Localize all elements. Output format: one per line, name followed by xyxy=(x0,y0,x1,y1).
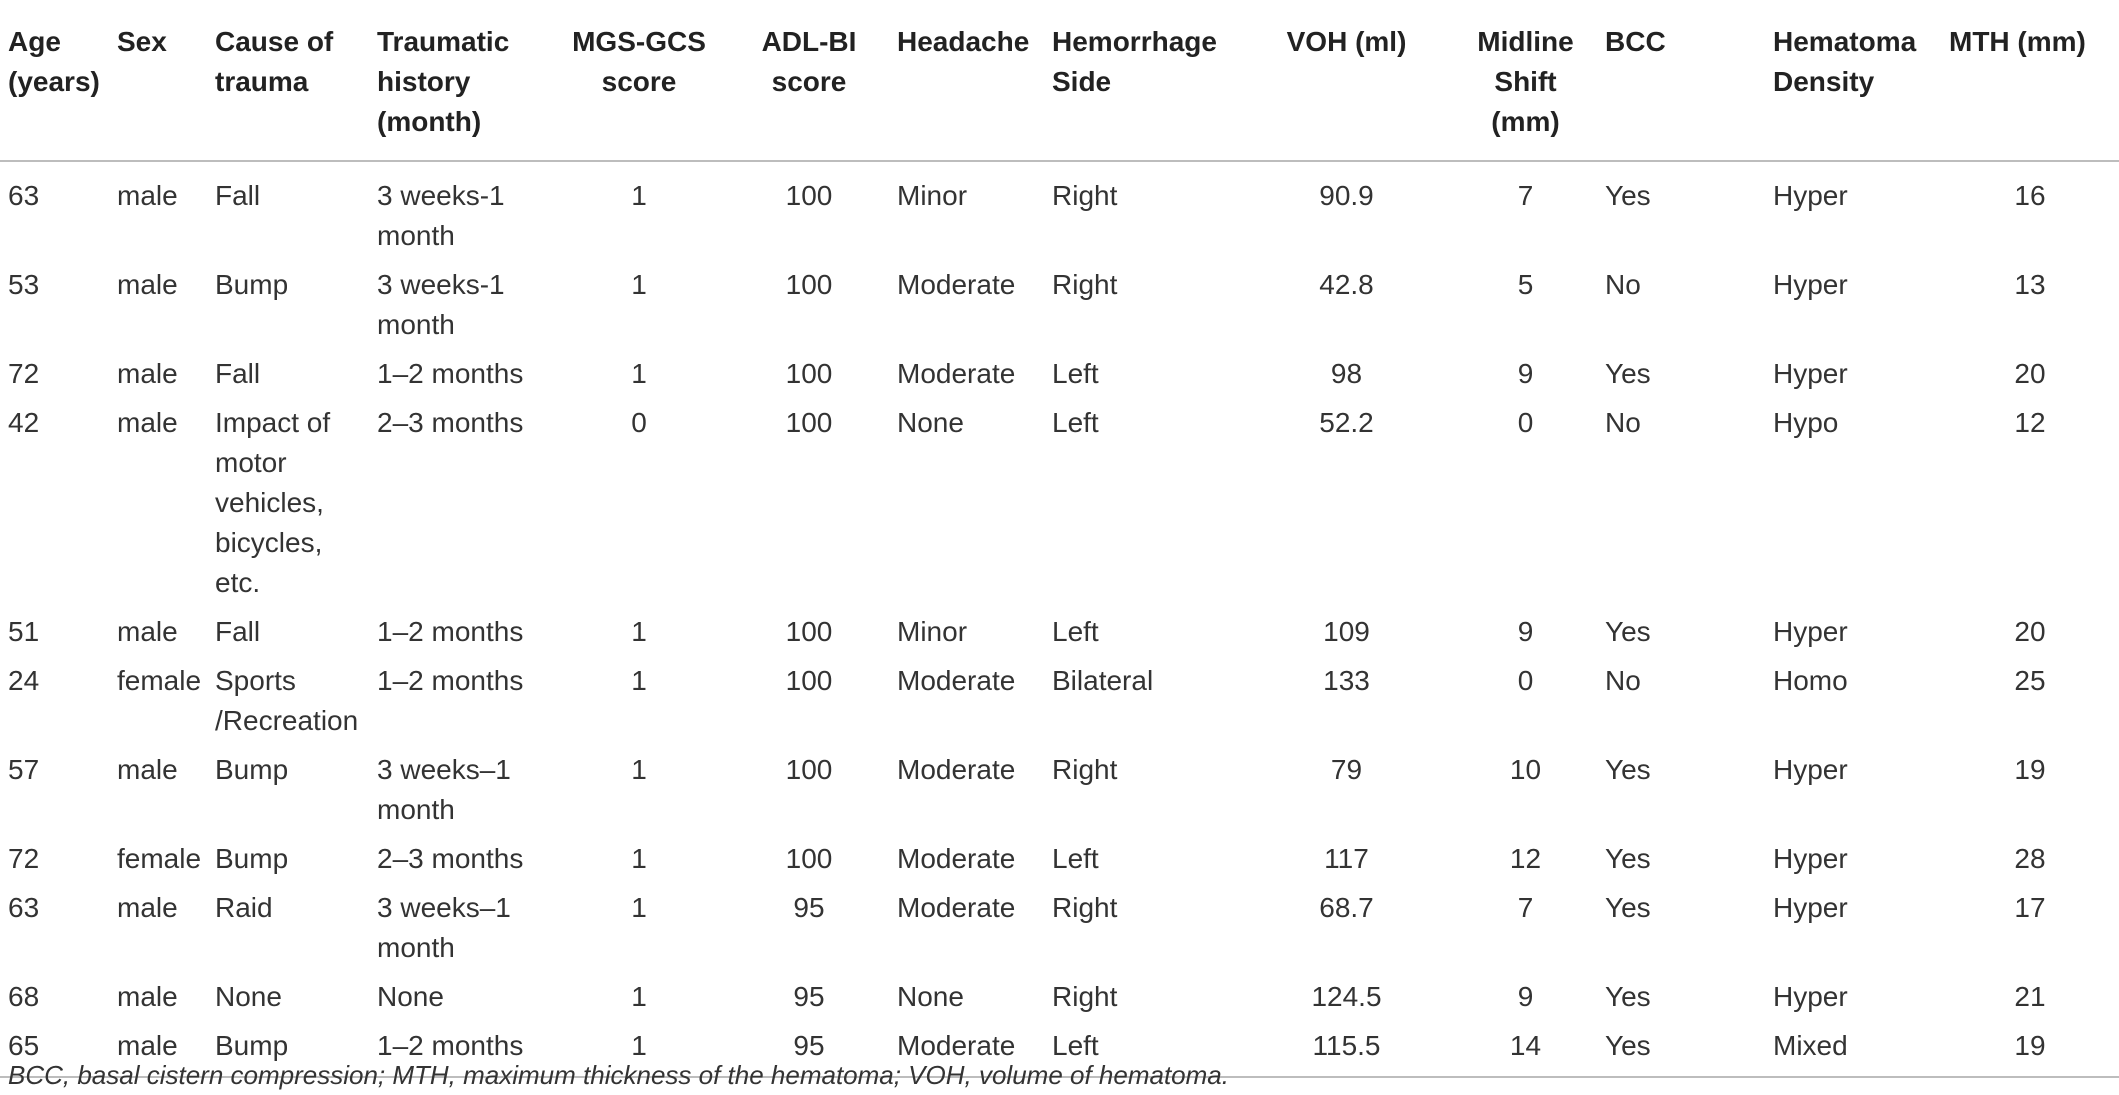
cell-bcc: Yes xyxy=(1605,843,1651,874)
cell-cause: Fall xyxy=(215,616,261,647)
cell-bcc: Yes xyxy=(1605,180,1651,211)
cell-sex: male xyxy=(117,981,178,1012)
cell-age: 57 xyxy=(8,754,40,785)
cell-mgs-gcs: 1 xyxy=(631,180,647,211)
cell-voh: 109 xyxy=(1323,616,1370,647)
cell-headache: Moderate xyxy=(897,1030,1016,1061)
cell-age: 53 xyxy=(8,269,40,300)
table-row xyxy=(0,401,2119,610)
cell-mth: 25 xyxy=(2014,665,2046,696)
cell-mth: 19 xyxy=(2014,1030,2046,1061)
header-adl-bi: ADL-BI score xyxy=(761,26,857,97)
cell-midline-shift: 9 xyxy=(1517,981,1534,1012)
cell-headache: Minor xyxy=(897,180,968,211)
header-voh: VOH (ml) xyxy=(1286,26,1407,57)
cell-adl-bi: 95 xyxy=(793,892,825,923)
table-body xyxy=(0,161,2119,1077)
cell-mgs-gcs: 1 xyxy=(631,665,647,696)
cell-mth: 19 xyxy=(2014,754,2046,785)
table-row xyxy=(0,837,2119,886)
cell-voh: 133 xyxy=(1323,665,1370,696)
footnote: BCC, basal cistern compression; MTH, maximum thickness of the hematoma; VOH, volume of hematoma. xyxy=(8,1060,1229,1090)
cell-sex: male xyxy=(117,180,178,211)
cell-adl-bi: 100 xyxy=(785,665,833,696)
cell-age: 72 xyxy=(8,358,40,389)
cell-bcc: Yes xyxy=(1605,616,1651,647)
cell-mgs-gcs: 1 xyxy=(631,269,647,300)
cell-voh: 124.5 xyxy=(1311,981,1382,1012)
cell-voh: 79 xyxy=(1330,754,1363,785)
cell-cause: Bump xyxy=(215,754,289,785)
cell-adl-bi: 100 xyxy=(785,407,833,438)
header-row xyxy=(0,14,2119,161)
table-row xyxy=(0,161,2119,263)
cell-midline-shift: 0 xyxy=(1517,407,1534,438)
cell-hemorrhage-side: Left xyxy=(1052,407,1099,438)
cell-mgs-gcs: 1 xyxy=(631,754,647,785)
cell-bcc: Yes xyxy=(1605,754,1651,785)
cell-age: 65 xyxy=(8,1030,40,1061)
cell-hemorrhage-side: Left xyxy=(1052,358,1099,389)
cell-midline-shift: 9 xyxy=(1517,616,1534,647)
cell-adl-bi: 100 xyxy=(785,180,833,211)
cell-hemorrhage-side: Right xyxy=(1052,754,1118,785)
header-mth: MTH (mm) xyxy=(1949,26,2086,57)
cell-hematoma-density: Hyper xyxy=(1773,358,1848,389)
cell-mgs-gcs: 1 xyxy=(631,892,647,923)
cell-history: 3 weeks-1 month xyxy=(377,180,505,251)
cell-history: 3 weeks–1 month xyxy=(377,754,511,825)
cell-bcc: Yes xyxy=(1605,358,1651,389)
cell-sex: male xyxy=(117,754,178,785)
cell-history: 2–3 months xyxy=(377,843,524,874)
cell-cause: Fall xyxy=(215,358,261,389)
cell-hemorrhage-side: Left xyxy=(1052,616,1099,647)
cell-headache: Moderate xyxy=(897,892,1016,923)
cell-mth: 20 xyxy=(2014,616,2046,647)
cell-hematoma-density: Hyper xyxy=(1773,269,1848,300)
table-row xyxy=(0,748,2119,837)
cell-age: 72 xyxy=(8,843,40,874)
cell-headache: None xyxy=(897,407,964,438)
cell-hemorrhage-side: Right xyxy=(1052,981,1118,1012)
cell-history: 1–2 months xyxy=(377,665,524,696)
header-hematoma-density: Hematoma Density xyxy=(1773,26,1917,97)
cell-sex: male xyxy=(117,269,178,300)
cell-cause: Raid xyxy=(215,892,273,923)
cell-sex: male xyxy=(117,892,178,923)
cell-mth: 20 xyxy=(2014,358,2046,389)
cell-bcc: No xyxy=(1605,269,1641,300)
cell-voh: 98 xyxy=(1330,358,1363,389)
cell-hematoma-density: Hyper xyxy=(1773,843,1848,874)
cell-age: 68 xyxy=(8,981,40,1012)
cell-history: 2–3 months xyxy=(377,407,524,438)
cell-sex: male xyxy=(117,1030,178,1061)
cell-hemorrhage-side: Right xyxy=(1052,892,1118,923)
table-row xyxy=(0,659,2119,748)
cell-adl-bi: 100 xyxy=(785,358,833,389)
cell-headache: Moderate xyxy=(897,665,1016,696)
cell-midline-shift: 9 xyxy=(1517,358,1534,389)
table-row xyxy=(0,610,2119,659)
cell-hemorrhage-side: Right xyxy=(1052,269,1118,300)
cell-hemorrhage-side: Left xyxy=(1052,1030,1099,1061)
cell-hematoma-density: Hyper xyxy=(1773,754,1848,785)
cell-headache: Minor xyxy=(897,616,968,647)
cell-bcc: Yes xyxy=(1605,892,1651,923)
cell-mgs-gcs: 1 xyxy=(631,358,647,389)
cell-sex: male xyxy=(117,358,178,389)
header-hemorrhage-side: Hemorrhage Side xyxy=(1052,26,1217,97)
cell-voh: 117 xyxy=(1324,843,1369,874)
cell-sex: male xyxy=(117,407,178,438)
cell-bcc: No xyxy=(1605,407,1641,438)
cell-mth: 17 xyxy=(2014,892,2046,923)
cell-sex: female xyxy=(117,843,202,874)
cell-voh: 115.5 xyxy=(1312,1030,1381,1061)
cell-hematoma-density: Hyper xyxy=(1773,981,1848,1012)
cell-age: 42 xyxy=(8,407,40,438)
cell-mgs-gcs: 1 xyxy=(631,981,647,1012)
cell-midline-shift: 0 xyxy=(1517,665,1534,696)
cell-mgs-gcs: 1 xyxy=(631,1030,647,1061)
cell-midline-shift: 7 xyxy=(1517,180,1534,211)
cell-sex: male xyxy=(117,616,178,647)
header-sex: Sex xyxy=(117,26,167,57)
cell-midline-shift: 7 xyxy=(1517,892,1534,923)
cell-history: 1–2 months xyxy=(377,1030,524,1061)
cell-hemorrhage-side: Right xyxy=(1052,180,1118,211)
cell-adl-bi: 100 xyxy=(785,616,833,647)
table-row xyxy=(0,975,2119,1024)
cell-headache: Moderate xyxy=(897,358,1016,389)
cell-history: 1–2 months xyxy=(377,358,524,389)
cell-age: 24 xyxy=(8,665,40,696)
cell-age: 63 xyxy=(8,892,40,923)
table-row xyxy=(0,352,2119,401)
cell-mth: 16 xyxy=(2014,180,2046,211)
patient-table xyxy=(0,14,2119,1078)
cell-hematoma-density: Hyper xyxy=(1773,892,1848,923)
cell-history: 1–2 months xyxy=(377,616,524,647)
cell-hematoma-density: Hyper xyxy=(1773,180,1848,211)
table-row xyxy=(0,263,2119,352)
cell-age: 63 xyxy=(8,180,40,211)
header-cause: Cause of trauma xyxy=(215,26,334,97)
cell-adl-bi: 95 xyxy=(793,981,825,1012)
cell-bcc: Yes xyxy=(1605,981,1651,1012)
cell-headache: None xyxy=(897,981,964,1012)
header-midline-shift: Midline Shift (mm) xyxy=(1477,26,1574,137)
cell-midline-shift: 14 xyxy=(1509,1030,1542,1061)
cell-history: 3 weeks–1 month xyxy=(377,892,511,963)
cell-mgs-gcs: 0 xyxy=(631,407,647,438)
cell-headache: Moderate xyxy=(897,269,1016,300)
cell-cause: Bump xyxy=(215,843,289,874)
cell-cause: Impact of motor vehicles, bicycles, etc. xyxy=(215,407,331,598)
cell-cause: Sports /Recreation xyxy=(215,665,359,736)
cell-voh: 68.7 xyxy=(1319,892,1374,923)
cell-hemorrhage-side: Left xyxy=(1052,843,1099,874)
cell-headache: Moderate xyxy=(897,843,1016,874)
cell-history: None xyxy=(377,981,444,1012)
cell-mgs-gcs: 1 xyxy=(631,616,647,647)
header-history: Traumatic history (month) xyxy=(377,26,510,137)
cell-mth: 28 xyxy=(2014,843,2046,874)
header-headache: Headache xyxy=(897,26,1030,57)
cell-bcc: No xyxy=(1605,665,1641,696)
cell-hematoma-density: Homo xyxy=(1773,665,1848,696)
cell-age: 51 xyxy=(8,616,40,647)
cell-mth: 13 xyxy=(2014,269,2046,300)
header-age: Age (years) xyxy=(8,26,100,97)
cell-adl-bi: 95 xyxy=(793,1030,825,1061)
cell-mth: 12 xyxy=(2014,407,2046,438)
cell-cause: None xyxy=(215,981,282,1012)
cell-midline-shift: 12 xyxy=(1509,843,1542,874)
cell-adl-bi: 100 xyxy=(785,843,833,874)
cell-headache: Moderate xyxy=(897,754,1016,785)
cell-sex: female xyxy=(117,665,202,696)
cell-voh: 90.9 xyxy=(1319,180,1374,211)
cell-adl-bi: 100 xyxy=(785,754,833,785)
cell-history: 3 weeks-1 month xyxy=(377,269,505,340)
cell-mth: 21 xyxy=(2014,981,2046,1012)
header-mgs-gcs: MGS-GCS score xyxy=(572,26,706,97)
table-row xyxy=(0,886,2119,975)
cell-voh: 42.8 xyxy=(1319,269,1374,300)
cell-cause: Fall xyxy=(215,180,261,211)
cell-mgs-gcs: 1 xyxy=(631,843,647,874)
cell-bcc: Yes xyxy=(1605,1030,1651,1061)
cell-adl-bi: 100 xyxy=(785,269,833,300)
header-bcc: BCC xyxy=(1605,26,1666,57)
cell-hemorrhage-side: Bilateral xyxy=(1052,665,1154,696)
cell-midline-shift: 5 xyxy=(1517,269,1534,300)
cell-midline-shift: 10 xyxy=(1509,754,1542,785)
cell-voh: 52.2 xyxy=(1319,407,1374,438)
cell-cause: Bump xyxy=(215,269,289,300)
cell-cause: Bump xyxy=(215,1030,289,1061)
cell-hematoma-density: Mixed xyxy=(1773,1030,1848,1061)
cell-hematoma-density: Hypo xyxy=(1773,407,1839,438)
cell-hematoma-density: Hyper xyxy=(1773,616,1848,647)
